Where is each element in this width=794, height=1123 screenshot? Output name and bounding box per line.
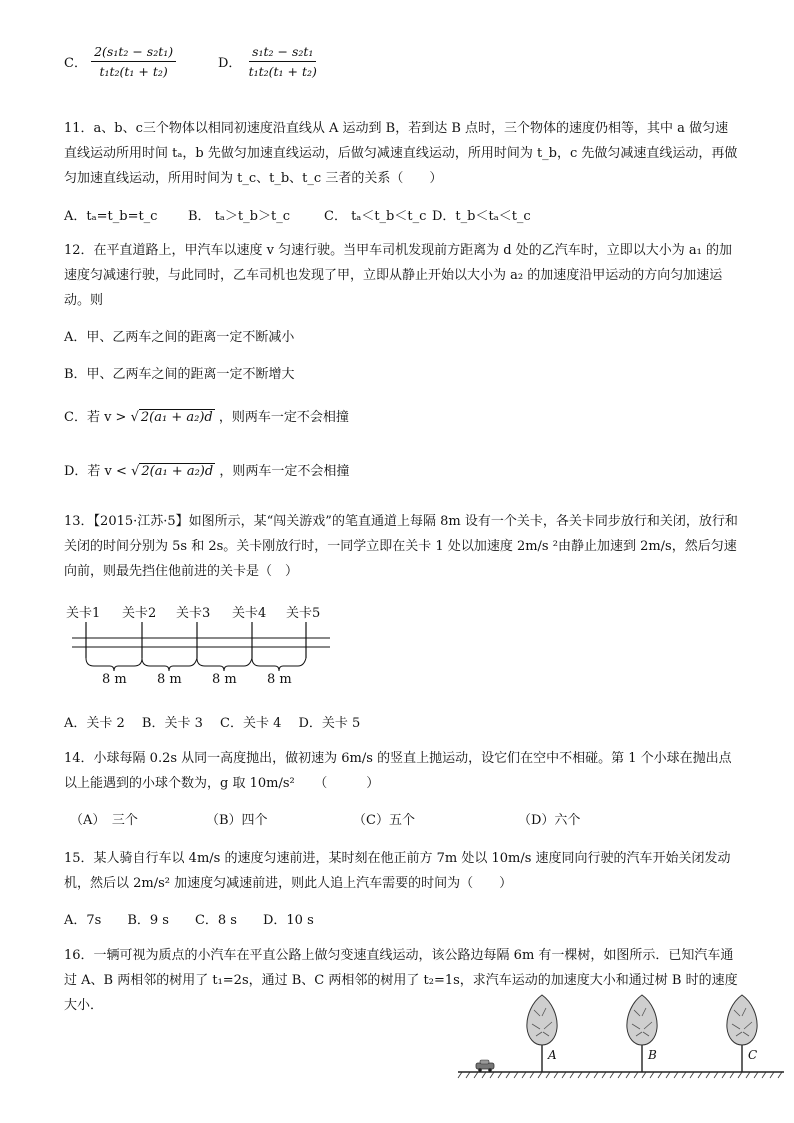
- q10-d-fraction: $\frac{\text{s₁t₂ − s₂t₁}}{\text{t₁t₂(t₁ + t₂)}}$: [248, 44, 317, 79]
- car-icon: [476, 1060, 494, 1072]
- q14-option-d: （D）六个: [518, 813, 581, 828]
- q12-option-d: D．若 v < √ 2(a₁ + a₂)d ，则两车一定不会相撞: [64, 464, 350, 479]
- q14-option-b: （B）四个: [206, 813, 268, 828]
- spacing-label: 8 m: [212, 672, 237, 687]
- q11-option-b: B． tₐ＞t_b＞t_c: [188, 209, 290, 224]
- q11-option-a: A．tₐ=t_b=t_c: [64, 209, 158, 224]
- q12-option-b: B．甲、乙两车之间的距离一定不断增大: [64, 367, 295, 382]
- q10-option-c: C． $\frac{\text{2(s₁t₂ − s₂t₁)}}{\text{t₁t₂(t₁ + t₂)}}$: [64, 44, 176, 79]
- q12-option-c: C．若 v > √ 2(a₁ + a₂)d ，则两车一定不会相撞: [64, 410, 349, 425]
- q14-option-c: （C）五个: [353, 813, 415, 828]
- q12-option-a: A．甲、乙两车之间的距离一定不断减小: [64, 330, 295, 345]
- spacing-label: 8 m: [157, 672, 182, 687]
- q10-option-d: D． $\frac{\text{s₁t₂ − s₂t₁}}{\text{t₁t₂(t₁ + t₂)}}$: [218, 44, 320, 79]
- q14-stem: 14．小球每隔 0.2s 从同一高度抛出，做初速为 6m/s 的竖直上抛运动，设它们在空中不相碰。第 1 个小球在抛出点以上能遇到的小球个数为，g 取 10m/s² （ ）: [64, 751, 732, 791]
- q16-stem: 16．一辆可视为质点的小汽车在平直公路上做匀变速直线运动，该公路边每隔 6m 有一棵树，如图所示．已知汽车通过 A、B 两相邻的树用了 t₁=2s，通过 B、C 两相邻的树用了 t₂=1s，求汽车运动的加速度大小和通过树 B 时的速度大小．: [64, 948, 738, 1013]
- spacing-label: 8 m: [102, 672, 127, 687]
- q13-options: A．关卡 2 B．关卡 3 C．关卡 4 D．关卡 5: [64, 716, 361, 731]
- sqrt-sign-icon: √: [131, 464, 140, 479]
- gate-label: 关卡4: [232, 606, 267, 621]
- q11-stem: 11．a、b、c三个物体以相同初速度沿直线从 A 运动到 B，若到达 B 点时，三个物体的速度仍相等，其中 a 做匀速直线运动所用时间 tₐ，b 先做匀加速直线运动，后做匀减速直线运动，所用时间为 t_b，c 先做匀减速直线运动，再做匀加速直线运动，所用时间为 t_c、t_b、t_c 三者的关系（ ）: [64, 121, 738, 186]
- q13-stem: 13．【2015·江苏·5】如图所示，某“闯关游戏”的笔直通道上每隔 8m 设有一个关卡，各关卡同步放行和关闭，放行和关闭的时间分别为 5s 和 2s。关卡刚放行时，一同学立即在关卡 1 处以加速度 2m/s ²由静止加速到 2m/s，然后匀速向前，则最先挡住他前进的关卡是（ ）: [64, 514, 738, 579]
- q12-stem: 12．在平直道路上，甲汽车以速度 v 匀速行驶。当甲车司机发现前方距离为 d 处的乙汽车时，立即以大小为 a₁ 的加速度匀减速行驶，与此同时，乙车司机也发现了甲，立即从静止开始以大小为 a₂ 的加速度沿甲运动的方向匀加速运动。则: [64, 243, 732, 308]
- q10-c-fraction: $\frac{\text{2(s₁t₂ − s₂t₁)}}{\text{t₁t₂(t₁ + t₂)}}$: [91, 44, 176, 79]
- gate-label: 关卡5: [286, 606, 321, 621]
- road-and-trees: [456, 990, 786, 1090]
- tree-label-c: C: [748, 1048, 758, 1062]
- q15-stem: 15．某人骑自行车以 4m/s 的速度匀速前进，某时刻在他正前方 7m 处以 10m/s 速度同向行驶的汽车开始关闭发动机，然后以 2m/s² 加速度匀减速前进，则此人追上汽车需要的时间为（ ）: [64, 851, 731, 891]
- gate-label: 关卡2: [122, 606, 157, 621]
- spacing-label: 8 m: [267, 672, 292, 687]
- gate-label: 关卡3: [176, 606, 211, 621]
- gate-label: 关卡1: [66, 606, 101, 621]
- q11-option-d: D．t_b＜tₐ＜t_c: [432, 209, 531, 224]
- q14-option-a: （A） 三个: [70, 813, 138, 828]
- q15-options: A．7s B．9 s C．8 s D．10 s: [64, 913, 314, 928]
- tree-label-b: B: [648, 1048, 657, 1062]
- q13-gate-diagram: [64, 600, 344, 695]
- q16-tree-diagram: [456, 990, 786, 1090]
- tree-label-a: A: [548, 1048, 557, 1062]
- sqrt-sign-icon: √: [130, 410, 139, 425]
- q11-option-c: C． tₐ＜t_b＜t_c: [324, 209, 427, 224]
